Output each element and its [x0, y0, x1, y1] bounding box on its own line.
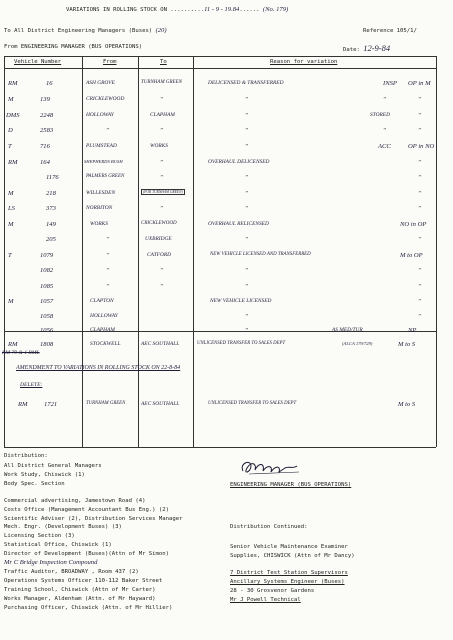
column-header-reason: Reason for variation [270, 59, 338, 65]
list-item: Training School, Chiswick (Attn of Mr Carter) [4, 586, 156, 593]
date-field: Date: 12-9-84 [343, 43, 391, 53]
column-header-to: To [160, 59, 167, 65]
list-item: Operations Systems Officer 110-112 Baker Street [4, 577, 163, 584]
list-item: Costs Office (Management Accountant Bus Eng.) (2) [4, 506, 170, 513]
distribution-continued-list [230, 543, 355, 604]
list-item: Works Manager, Aldenham (Attn. of Mr Hayward) [4, 595, 156, 602]
title-ref: (No. 179) [262, 6, 289, 13]
list-item: Work Study, Chiswick (1) [4, 471, 85, 478]
list-item: Supplies, CHISWICK (Attn of Mr Dancy) [230, 552, 355, 559]
list-item [4, 489, 183, 497]
to-line: To All District Engineering Managers (Buses) (20) [4, 27, 167, 34]
list-item: 7 District Test Station Supervisors [230, 569, 348, 576]
signature-caption: ENGINEERING MANAGER (BUS OPERATIONS) [230, 482, 352, 488]
list-item: Director of Development (Buses)(Attn of Mr Simon) [4, 551, 170, 558]
list-item: Purchasing Officer, Chiswick (Attn. of Mr Hillier) [4, 604, 173, 611]
list-item: All District General Managers [4, 463, 102, 469]
list-item: Commercial advertising, Jamestown Road (4) [4, 497, 146, 504]
from-line: From ENGINEERING MANAGER (BUS OPERATIONS) [4, 44, 143, 50]
list-item: Mech. Engr. (Development Buses) (3) [4, 524, 122, 531]
amendment-delete-label: DELETE: [20, 382, 43, 388]
signature [237, 457, 307, 479]
column-header-vehicle: Vehicle Number [14, 59, 62, 65]
distribution-list [4, 462, 183, 613]
list-item: Licensing Section (3) [4, 533, 75, 540]
list-item: Scientific Adviser (2), Distribution Services Manager [4, 515, 183, 522]
distribution-heading: Distribution: [4, 453, 48, 459]
column-header-from: From [103, 59, 117, 65]
amendment-title: AMENDMENT TO VARIATIONS IN ROLLING STOCK ON 22-8-84 [16, 365, 181, 371]
list-item: Senior Vehicle Maintenance Examiner [230, 544, 348, 550]
list-item: Traffic Auditor, BROADWAY , Room 437 (2) [4, 568, 139, 575]
list-item: Mr J Powell Technical [230, 596, 301, 603]
distribution-continued-heading: Distribution Continued: [230, 524, 308, 530]
list-item: Statistical Office, Chiswick (1) [4, 542, 112, 549]
reference: Reference 105/1/ [363, 28, 417, 34]
list-item: Mr C Bridge Inspection Compound [4, 559, 98, 567]
list-item: Body Spec. Section [4, 480, 65, 487]
margin-note: RM 79 & 1 RML [2, 350, 40, 356]
list-item [230, 561, 355, 569]
document-title: VARIATIONS IN ROLLING STOCK ON ..........11 - 9 - 19.84...... (No. 179) [66, 6, 289, 13]
list-item: Ancillary Systems Engineer (Buses) [230, 578, 345, 585]
title-date: 11 - 9 - 19.84 [204, 6, 240, 13]
rolling-stock-document: VARIATIONS IN ROLLING STOCK ON ..........11 - 9 - 19.84...... (No. 179) To All District Engineering Managers (Buses) (20) Reference 105/1/ From ENGINEERING MANAGER (BUS OPERATIONS) Date: 12-9-84 Vehicle Number From To Reason for variation RM 16 ASH GROVE TURNHAM GREEN DELICENSED & TRANSFERRED INSP OP in M M 139 CRICKLEWOOD " " " " DMS 2248 HOLLOWAY CLAPHAM " STORED " D 2583 " " " " " T 716 PLUMSTEAD WORKS " ACC OP in NO RM 164 SHEPHERDS BUSH " OVERHAUL DELICENSED " 1176 PALMERS GREEN " " " M 218 WILLESDEN (FOR TURNHAM GREEN) " " LS 373 NORBITON " " " M 149 WORKS CRICKLEWOOD OVERHAUL RELICENSED NO in OP 205 " UXBRIDGE " " T 1079 " CATFORD NEW VEHICLE LICENSED AND TRANSFERRED M to OP 1082 " " " " 1085 " " " " M 1057 CLAPTON NEW VEHICLE LICENSED " 1058 HOLLOWAY " " 1056 CLAPHAM " AS MED/TUR NP RM 1808 STOCKWELL AEC SOUTHALL UNLICENSED TRANSFER TO SALES DEPT (ALCA 179/729) M to S RM 79 & 1 RML AMENDMENT TO VARIATIONS IN ROLLING STOCK ON 22-8-84 DELETE: RM 1721 TURNHAM GREEN AEC SOUTHALL UNLICENSED TRANSFER TO SALES DEPT M to S Distribution: All District General Managers Work Study, Chiswick (1) Body Spec. Section Commercial advertising, Jamestown Road (4) Costs Office (Management Accountant Bus Eng.) (2) Scientific Adviser (2), Distribution Services Manager Mech. Engr. (Development Buses) (3) Licensing Section (3) Statistical Office, Chiswick (1) Director of Development (Buses)(Attn of Mr Simon) Mr C Bridge Inspection Compound Traffic Auditor, BROADWAY , Room 437 (2) Operations Systems Officer 110-112 Baker Street Training School, Chiswick (Attn of Mr Carter) Works Manager, Aldenham (Attn. of Mr Hayward) Purchasing Officer, Chiswick (Attn. of Mr Hillier) ENGINEERING MANAGER (BUS OPERATIONS) Distribution Continued: Senior Vehicle Maintenance Examiner Supplies, CHISWICK (Attn of Mr Dancy) 7 District Test Station Supervisors Ancillary Systems Engineer (Buses) 28 - 30 Grosvenor Gardens Mr J Powell Technical [0, 0, 453, 640]
list-item: 28 - 30 Grosvenor Gardens [230, 587, 315, 594]
